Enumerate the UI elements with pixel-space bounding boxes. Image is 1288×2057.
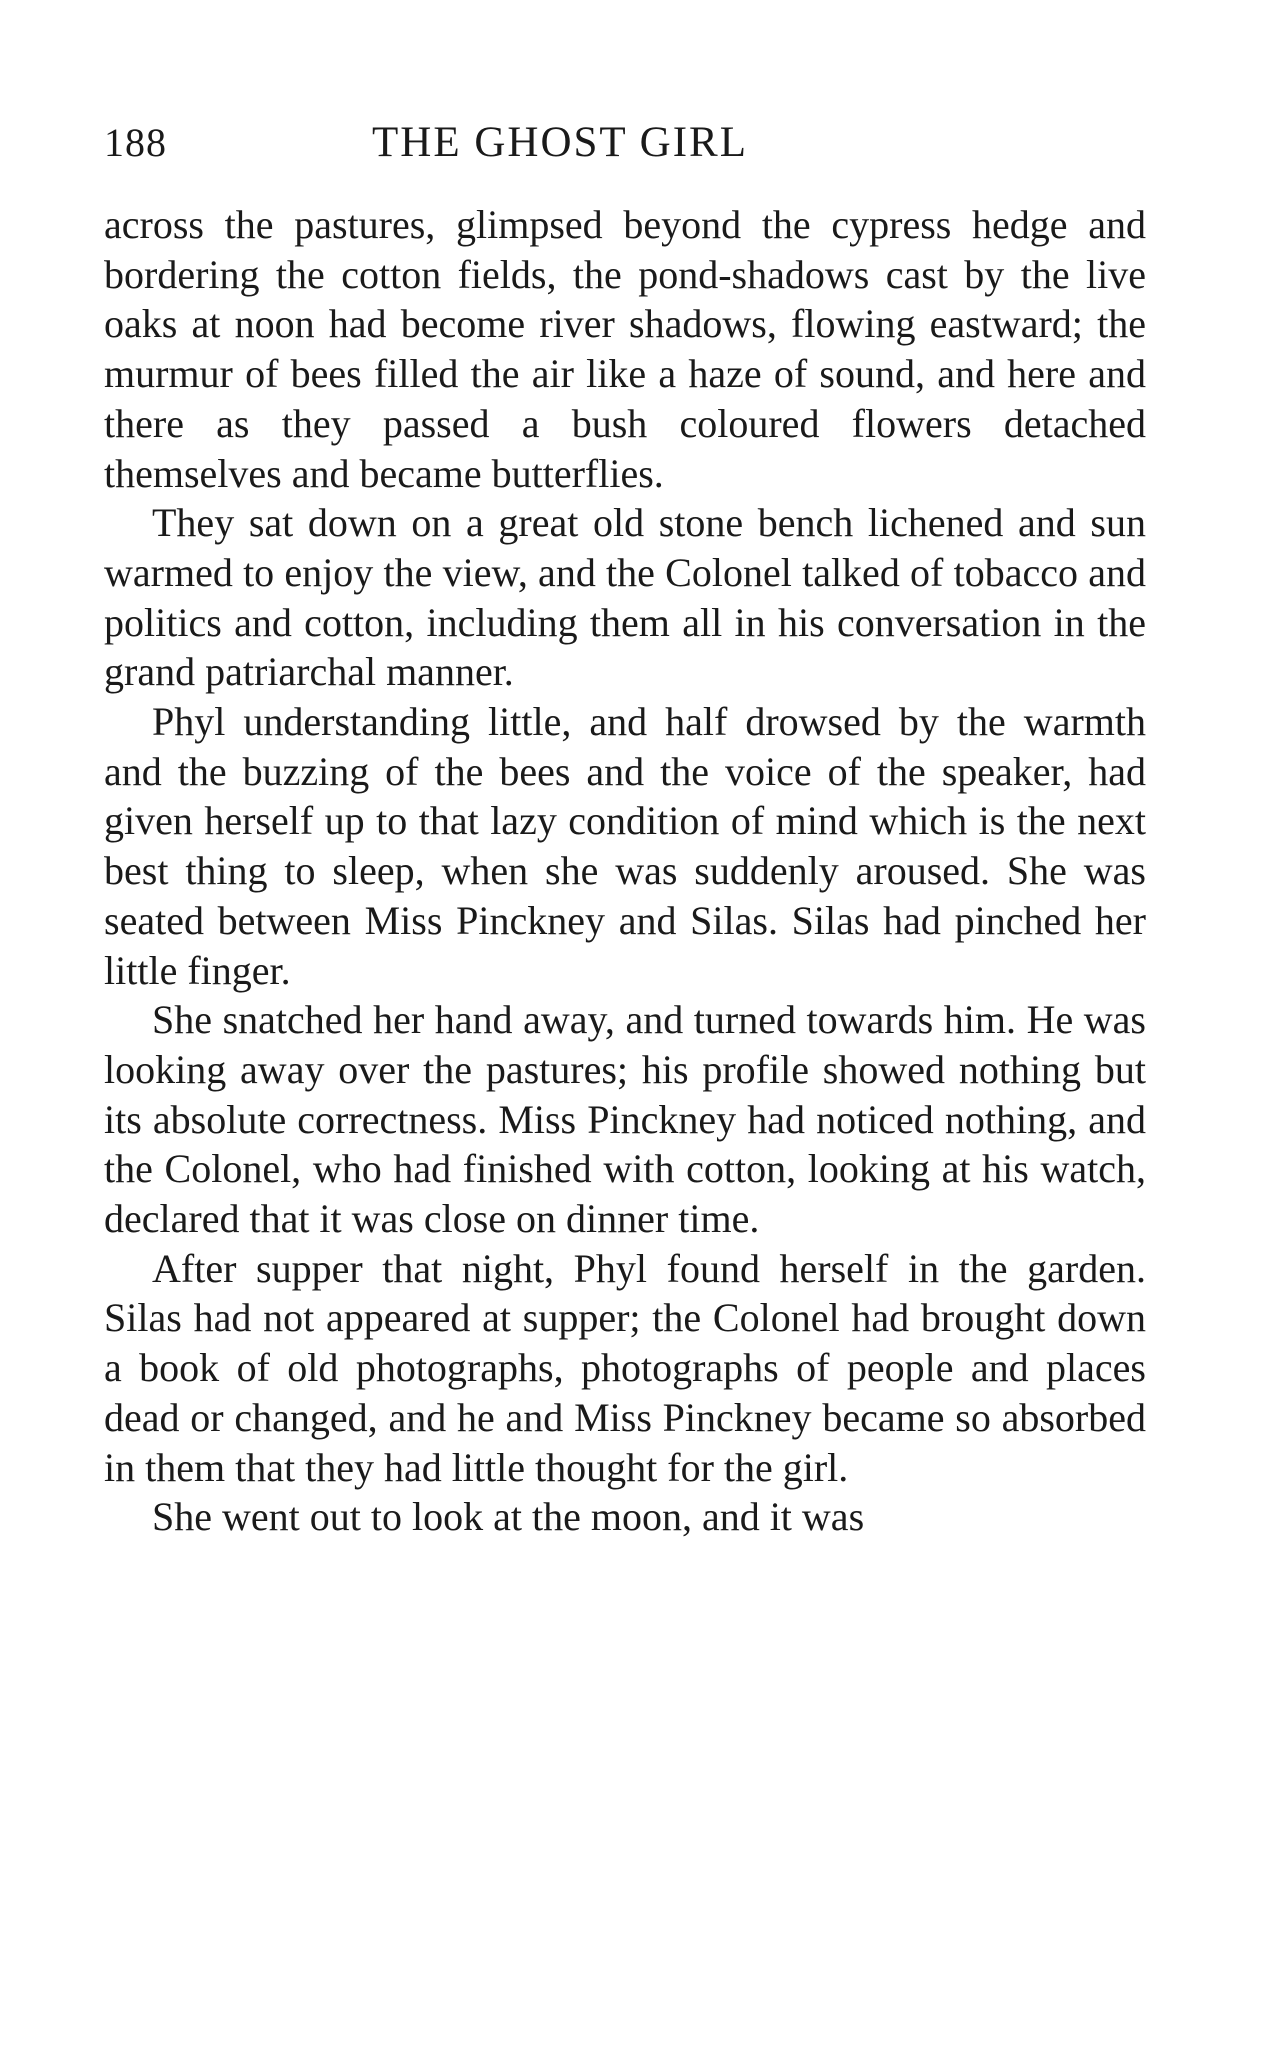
book-page: [104, 118, 1146, 1542]
paragraph-continued: across the pastures, glimpsed beyond the cypress hedge and bordering the cotton fields, the pond-shadows cast by the live oaks at noon had become river shadows, flowing eastward; the murmur of bees filled the air like a haze of sound, and here and there as they passed a bush coloured flowers detached themselves and became butterflies.: [104, 202, 1146, 496]
paragraph-after-supper: After supper that night, Phyl found herself in the garden. Silas had not appeared at supper; the Colonel had brought down a book of old photographs, photographs of people and places dead or changed, and he and Miss Pinckney became so absorbed in them that they had little thought for the girl.: [104, 1245, 1146, 1490]
body-text: [104, 200, 1146, 1542]
running-title: THE GHOST GIRL: [372, 119, 748, 166]
paragraph-phyl-drowsing: Phyl understanding little, and half drowsed by the warmth and the buzzing of the bees and the voice of the speaker, had given herself up to that lazy condition of mind which is the next best thing to sleep, when she was suddenly aroused. She was seated between Miss Pinckney and Silas. Silas had pinched her little finger.: [104, 699, 1146, 993]
page-number: 188: [104, 120, 167, 165]
paragraph-stone-bench: They sat down on a great old stone bench lichened and sun warmed to enjoy the view, and the Colonel talked of tobacco and politics and cotton, including them all in his conversation in the grand patriarchal manner.: [104, 500, 1146, 695]
paragraph-snatched-hand: She snatched her hand away, and turned towards him. He was looking away over the pastures; his profile showed nothing but its absolute correctness. Miss Pinckney had noticed nothing, and the Colonel, who had finished with cotton, looking at his watch, declared that it was close on dinner time.: [104, 997, 1146, 1242]
paragraph-moon: She went out to look at the moon, and it was: [152, 1494, 865, 1540]
running-head: [104, 118, 1146, 182]
